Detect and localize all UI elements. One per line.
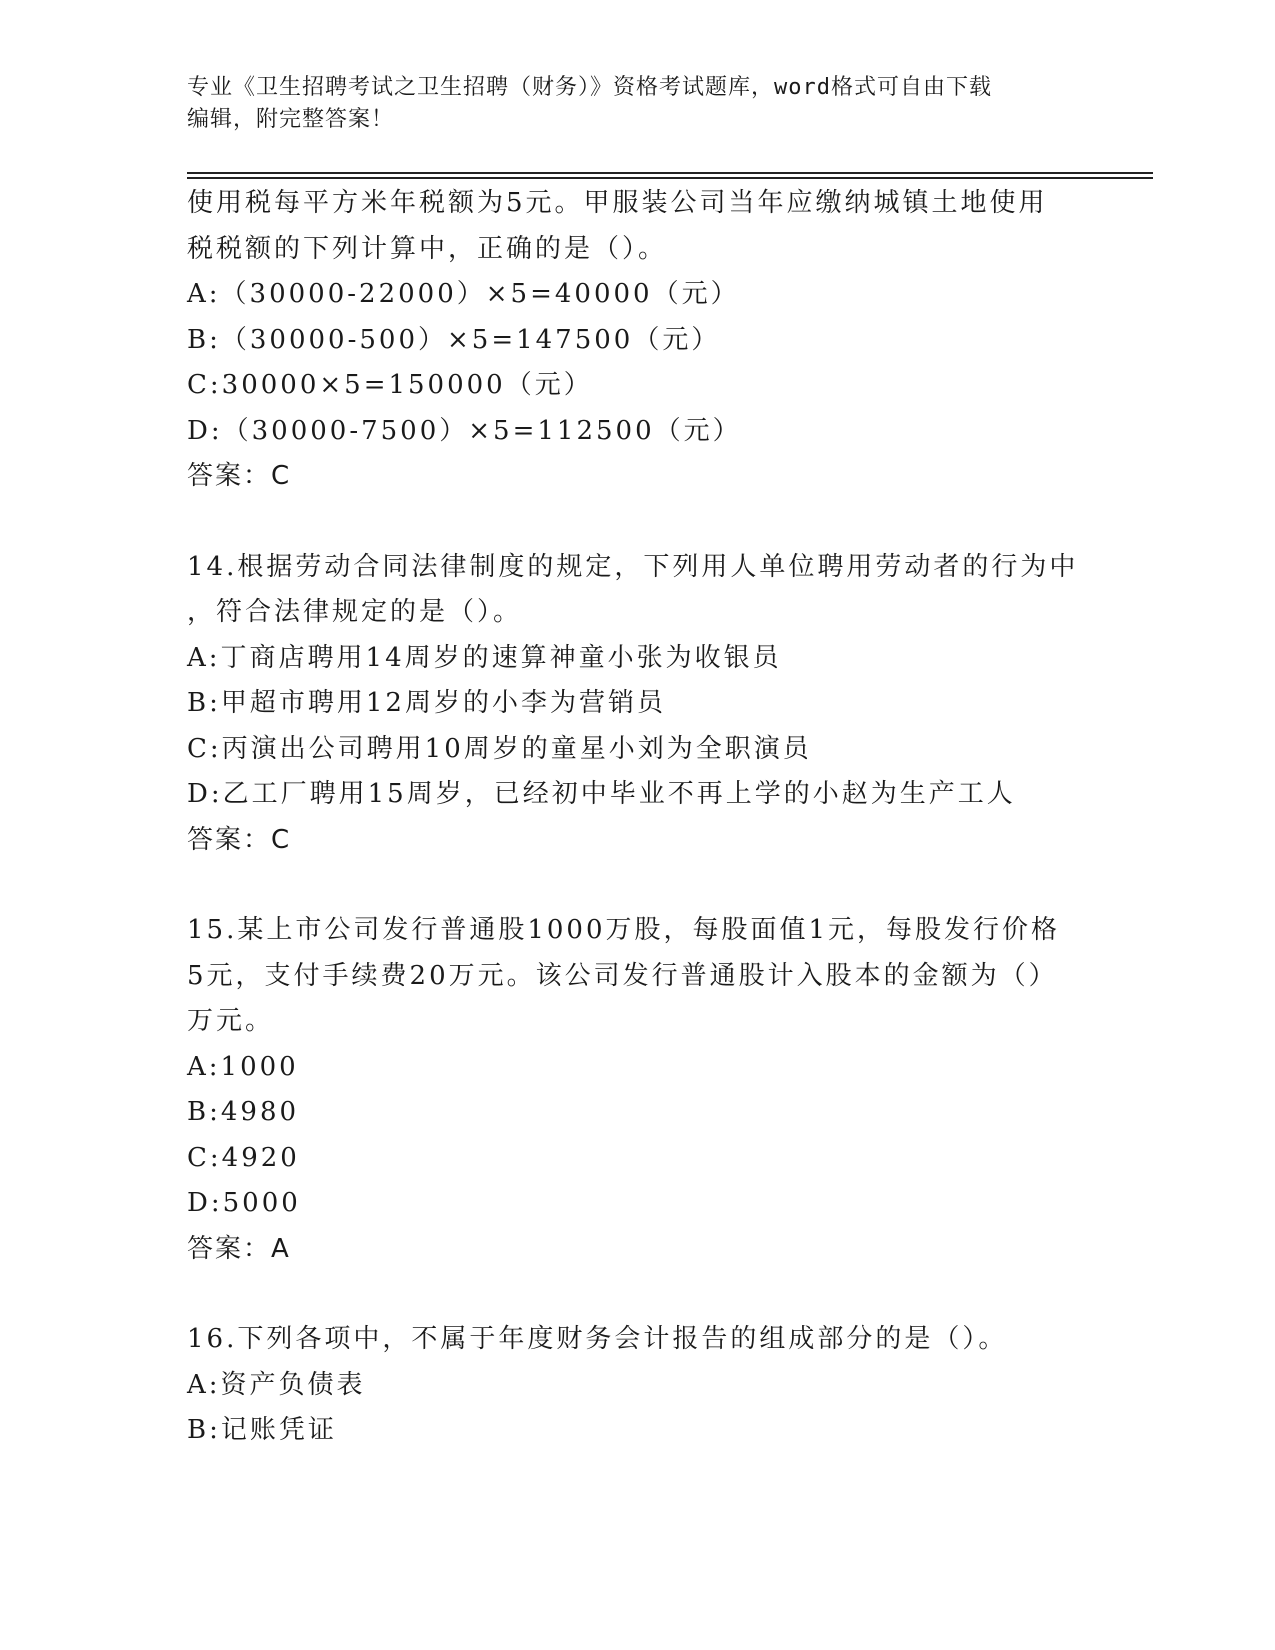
option-a: A:（30000-22000）×5=40000（元） (187, 279, 740, 309)
document-header (187, 72, 1087, 136)
option-d: D:5000 (187, 1188, 301, 1218)
question-13 (187, 181, 1107, 500)
option-c: C:30000×5=150000（元） (187, 370, 593, 400)
question-text: 使用税每平方米年税额为5元。甲服装公司当年应缴纳城镇土地使用 (187, 188, 1048, 218)
question-list (187, 181, 1107, 1454)
header-line-2: 编辑，附完整答案！ (187, 107, 395, 132)
option-c: C:4920 (187, 1142, 300, 1173)
question-16 (187, 1317, 1107, 1454)
spacer (187, 1272, 1107, 1317)
option-a: A:资产负债表 (187, 1369, 366, 1400)
option-d: D:乙工厂聘用15周岁，已经初中毕业不再上学的小赵为生产工人 (187, 779, 1016, 809)
option-a: A:丁商店聘用14周岁的速算神童小张为收银员 (187, 642, 782, 673)
option-c: C:丙演出公司聘用10周岁的童星小刘为全职演员 (187, 733, 812, 764)
option-d: D:（30000-7500）×5=112500（元） (187, 415, 742, 446)
option-b: B:4980 (187, 1097, 300, 1127)
header-divider-bottom (187, 177, 1153, 179)
question-text: 5元，支付手续费20万元。该公司发行普通股计入股本的金额为（） (187, 960, 1058, 991)
question-text: 15.某上市公司发行普通股1000万股，每股面值1元，每股发行价格 (187, 915, 1061, 945)
option-b: B:甲超市聘用12周岁的小李为营销员 (187, 688, 666, 718)
spacer (187, 500, 1107, 545)
option-a: A:1000 (187, 1051, 299, 1082)
answer: 答案：C (187, 461, 292, 491)
option-b: B:记账凭证 (187, 1415, 337, 1445)
question-text: 14.根据劳动合同法律制度的规定，下列用人单位聘用劳动者的行为中 (187, 551, 1079, 582)
question-text: 税税额的下列计算中，正确的是（）。 (187, 233, 668, 264)
option-b: B:（30000-500）×5=147500（元） (187, 324, 721, 355)
answer: 答案：C (187, 824, 292, 855)
answer: 答案：A (187, 1233, 291, 1264)
question-text: 16.下列各项中，不属于年度财务会计报告的组成部分的是（）。 (187, 1324, 1008, 1354)
question-15 (187, 908, 1107, 1272)
header-divider-top (187, 172, 1153, 174)
question-14 (187, 545, 1107, 864)
spacer (187, 863, 1107, 908)
question-text: ，符合法律规定的是（）。 (187, 597, 523, 627)
header-line-1: 专业《卫生招聘考试之卫生招聘（财务）》资格考试题库，word格式可自由下载 (187, 75, 992, 100)
question-text: 万元。 (187, 1006, 275, 1036)
